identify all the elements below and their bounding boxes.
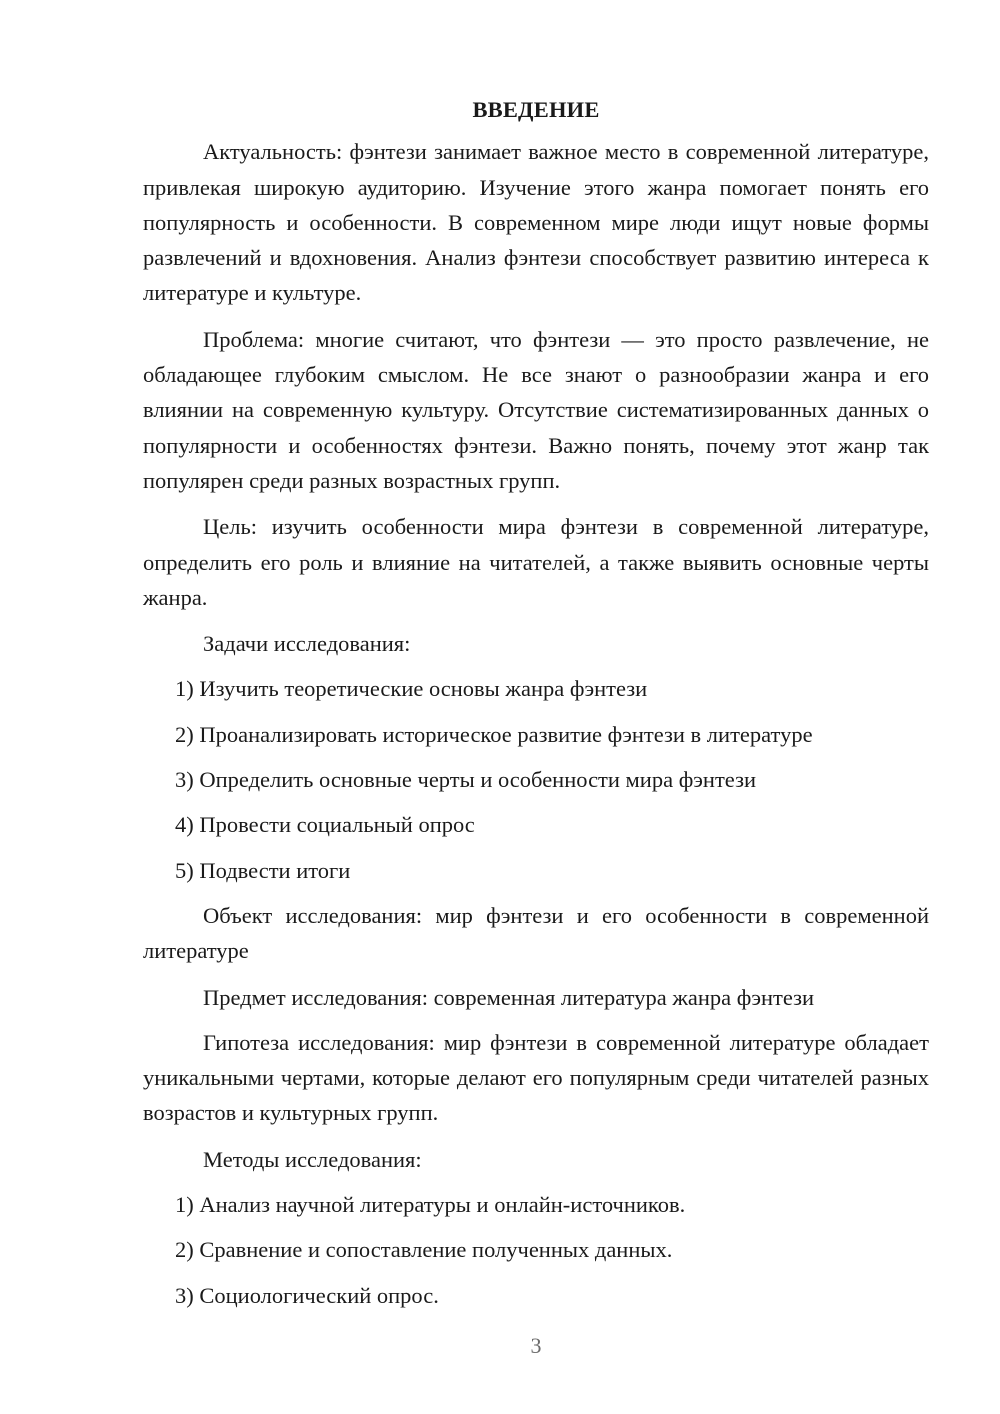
list-item: 3) Социологический опрос. <box>175 1282 439 1308</box>
list-item: 5) Подвести итоги <box>175 857 351 883</box>
list-item: 4) Провести социальный опрос <box>175 812 475 838</box>
list-item: 3) Определить основные черты и особенности мира фэнтези <box>175 767 757 793</box>
list-item: 2) Сравнение и сопоставление полученных данных. <box>175 1237 673 1263</box>
problem-paragraph: Проблема: многие считают, что фэнтези — это просто развлечение, не обладающее глубоким смыслом. Не все знают о разнообразии жанра и его влиянии на современную культуру. Отсутствие систематизированных данных о популярности и особенностях фэнтези. Важно понять, почему этот жанр так популярен среди разных возрастных групп. <box>143 326 929 493</box>
page-number: 3 <box>530 1333 542 1358</box>
methods-list <box>143 1187 929 1313</box>
goal-paragraph: Цель: изучить особенности мира фэнтези в современной литературе, определить его роль и влияние на читателей, а также выявить основные черты жанра. <box>143 514 929 610</box>
document-page <box>143 92 929 1323</box>
tasks-heading: Задачи исследования: <box>203 631 411 657</box>
relevance-paragraph: Актуальность: фэнтези занимает важное место в современной литературе, привлекая широкую аудиторию. Изучение этого жанра помогает понять его популярность и особенности. В современном мире люди ищут новые формы развлечений и вдохновения. Анализ фэнтези способствует развитию интереса к литературе и культуре. <box>143 139 929 306</box>
object-paragraph: Объект исследования: мир фэнтези и его особенности в современной литературе <box>143 902 929 964</box>
list-item: 1) Изучить теоретические основы жанра фэнтези <box>175 676 648 702</box>
section-title: ВВЕДЕНИЕ <box>472 97 600 122</box>
hypothesis-paragraph: Гипотеза исследования: мир фэнтези в современной литературе обладает уникальными чертами, которые делают его популярным среди читателей разных возрастов и культурных групп. <box>143 1029 929 1126</box>
list-item: 2) Проанализировать историческое развитие фэнтези в литературе <box>175 721 813 747</box>
methods-heading: Методы исследования: <box>203 1146 422 1172</box>
list-item: 1) Анализ научной литературы и онлайн-источников. <box>175 1192 686 1218</box>
tasks-list <box>143 671 929 887</box>
subject-paragraph: Предмет исследования: современная литература жанра фэнтези <box>203 984 815 1010</box>
